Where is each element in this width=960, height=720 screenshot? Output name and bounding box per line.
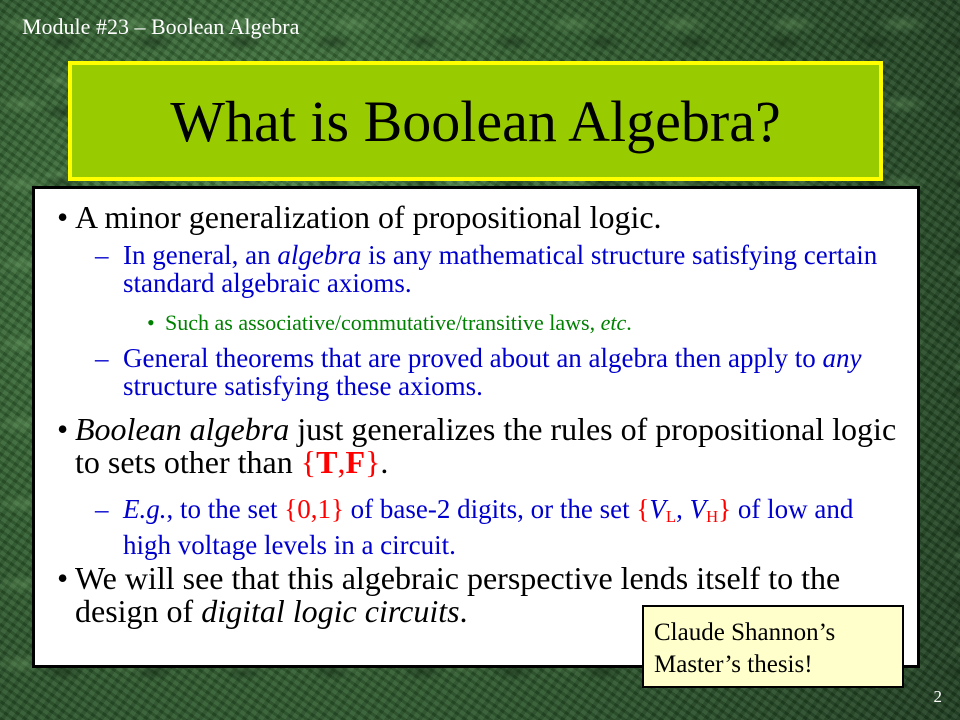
sub-bullet-example-sets xyxy=(95,494,903,561)
true-symbol: T xyxy=(316,444,338,480)
brace-close: } xyxy=(718,494,732,524)
bullet-marker: • xyxy=(57,199,69,235)
sub-bullet-algebra-definition xyxy=(95,240,903,298)
text-part: of base-2 digits, or the set xyxy=(343,494,637,524)
dash-marker: – xyxy=(95,494,109,524)
bullet-generalization xyxy=(57,199,901,235)
text-part: General theorems that are proved about an algebra then apply to xyxy=(123,343,823,373)
content-panel xyxy=(32,186,920,668)
emphasis-text: digital logic circuits xyxy=(201,593,460,629)
slide-title: What is Boolean Algebra? xyxy=(170,88,781,154)
emphasis-text: etc xyxy=(600,310,627,335)
brace-close: } xyxy=(364,444,381,480)
note-line-1: Claude Shannon’s xyxy=(654,619,836,646)
text-part: . xyxy=(459,593,468,629)
text-part: is any mathematical structure satisfying certain standard algebraic axioms. xyxy=(123,240,878,298)
text-part: of low and high voltage levels in a circuit. xyxy=(123,494,854,561)
subscript-high: H xyxy=(706,507,719,527)
text-part: In general, an xyxy=(123,240,278,270)
dash-marker: – xyxy=(95,343,109,373)
emphasis-text: E.g. xyxy=(123,494,167,524)
emphasis-text: any xyxy=(822,343,862,373)
bullet-boolean-algebra xyxy=(57,411,901,480)
comma: , xyxy=(337,444,346,480)
bullet-marker: • xyxy=(57,560,69,596)
voltage-symbol: V xyxy=(649,494,666,524)
text-part: , xyxy=(676,494,690,524)
text-part: just generalizes the rules of propositional logic to sets other than xyxy=(75,411,897,480)
brace-open: { xyxy=(636,494,650,524)
bullet-text: A minor generalization of propositional logic. xyxy=(75,199,662,235)
sub-bullet-theorems xyxy=(95,343,903,401)
brace-close: } xyxy=(330,494,344,524)
emphasis-text: algebra xyxy=(277,240,362,270)
brace-open: { xyxy=(300,444,317,480)
false-symbol: F xyxy=(345,444,365,480)
text-part: structure satisfying these axioms. xyxy=(123,371,483,401)
note-line-2: Master’s thesis! xyxy=(654,651,813,678)
title-banner xyxy=(68,61,883,181)
voltage-symbol: V xyxy=(689,494,707,524)
page-number: 2 xyxy=(933,687,942,706)
text-part: , to the set xyxy=(166,494,285,524)
text-part: . xyxy=(380,444,389,480)
brace-open: { xyxy=(284,494,298,524)
bullet-marker: • xyxy=(147,310,155,335)
subscript-low: L xyxy=(665,507,677,527)
dash-marker: – xyxy=(95,240,109,270)
text-part: Such as associative/commutative/transitive laws, xyxy=(165,310,601,335)
bullet-marker: • xyxy=(57,411,69,447)
module-header: Module #23 – Boolean Algebra xyxy=(22,14,300,39)
shannon-note xyxy=(642,605,904,688)
text-part: We will see that this algebraic perspective lends itself to the design of xyxy=(75,560,841,629)
sub-sub-bullet-laws xyxy=(147,310,903,335)
emphasis-text: Boolean algebra xyxy=(75,411,290,447)
text-part: . xyxy=(626,310,632,335)
binary-digits: 0,1 xyxy=(297,494,331,524)
